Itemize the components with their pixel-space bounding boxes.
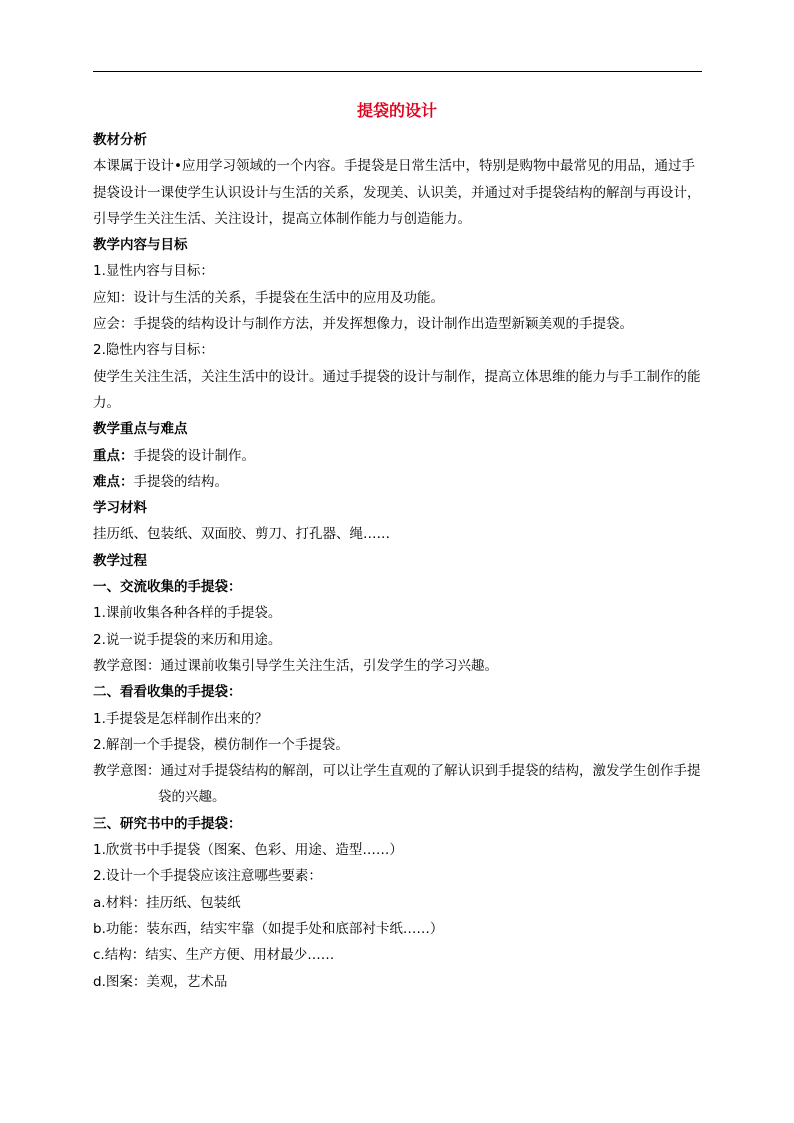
section-heading-analysis: 教材分析 <box>93 132 147 148</box>
process-part3-heading: 三、研究书中的手提袋： <box>93 815 242 832</box>
implicit-goals-label: 2.隐性内容与目标： <box>93 342 214 359</box>
header-rule <box>93 71 702 72</box>
list-item: a.材料：挂历纸、包装纸 <box>93 894 241 911</box>
list-item: c.结构：结实、生产方便、用材最少…… <box>93 947 335 964</box>
teaching-intent: 教学意图：通过对手提袋结构的解剖，可以让学生直观的了解认识到手提袋的结构，激发学生创作手提袋的兴趣。 <box>93 763 701 806</box>
section-heading-materials: 学习材料 <box>93 500 147 517</box>
process-part1-heading: 一、交流收集的手提袋： <box>93 579 242 596</box>
list-item: d.图案：美观，艺术品 <box>93 973 228 990</box>
explicit-goals-label: 1.显性内容与目标： <box>93 263 214 280</box>
key-point <box>93 443 705 469</box>
list-item: 1.课前收集各种各样的手提袋。 <box>93 605 282 622</box>
document-body <box>93 127 705 995</box>
list-item: 2.设计一个手提袋应该注意哪些要素： <box>93 868 322 885</box>
difficult-point-text: 手提袋的结构。 <box>133 473 228 490</box>
section-heading-process: 教学过程 <box>93 552 147 569</box>
implicit-goals-paragraph: 使学生关注生活，关注生活中的设计。通过手提袋的设计与制作，提高立体思维的能力与手工制作的能力。 <box>93 368 701 411</box>
list-item: 1.欣赏书中手提袋（图案、色彩、用途、造型……） <box>93 842 403 859</box>
can-goal: 应会：手提袋的结构设计与制作方法，并发挥想像力，设计制作出造型新颖美观的手提袋。 <box>93 316 633 333</box>
list-item: 1.手提袋是怎样制作出来的？ <box>93 710 268 727</box>
key-point-label: 重点： <box>93 447 134 464</box>
know-goal: 应知：设计与生活的关系，手提袋在生活中的应用及功能。 <box>93 289 444 306</box>
materials-list: 挂历纸、包装纸、双面胶、剪刀、打孔器、绳…… <box>93 526 390 543</box>
list-item: b.功能：装东西，结实牢靠（如提手处和底部衬卡纸……） <box>93 920 444 937</box>
list-item: 2.说一说手提袋的来历和用途。 <box>93 631 282 648</box>
list-item: 2.解剖一个手提袋，模仿制作一个手提袋。 <box>93 736 349 753</box>
process-part2-heading: 二、看看收集的手提袋： <box>93 684 242 701</box>
key-point-text: 手提袋的设计制作。 <box>133 447 255 464</box>
document-title: 提袋的设计 <box>356 101 437 120</box>
analysis-paragraph: 本课属于设计•应用学习领域的一个内容。手提袋是日常生活中，特别是购物中最常见的用品，通过手提袋设计一课使学生认识设计与生活的关系，发现美、认识美，并通过对手提袋结构的解剖与再设计，引导学生关注生活、关注设计，提高立体制作能力与创造能力。 <box>93 158 701 227</box>
difficult-point <box>93 469 705 495</box>
section-heading-goals: 教学内容与目标 <box>93 237 188 254</box>
section-heading-focus: 教学重点与难点 <box>93 421 188 438</box>
difficult-point-label: 难点： <box>93 473 134 490</box>
teaching-intent: 教学意图：通过课前收集引导学生关注生活，引发学生的学习兴趣。 <box>93 657 498 674</box>
